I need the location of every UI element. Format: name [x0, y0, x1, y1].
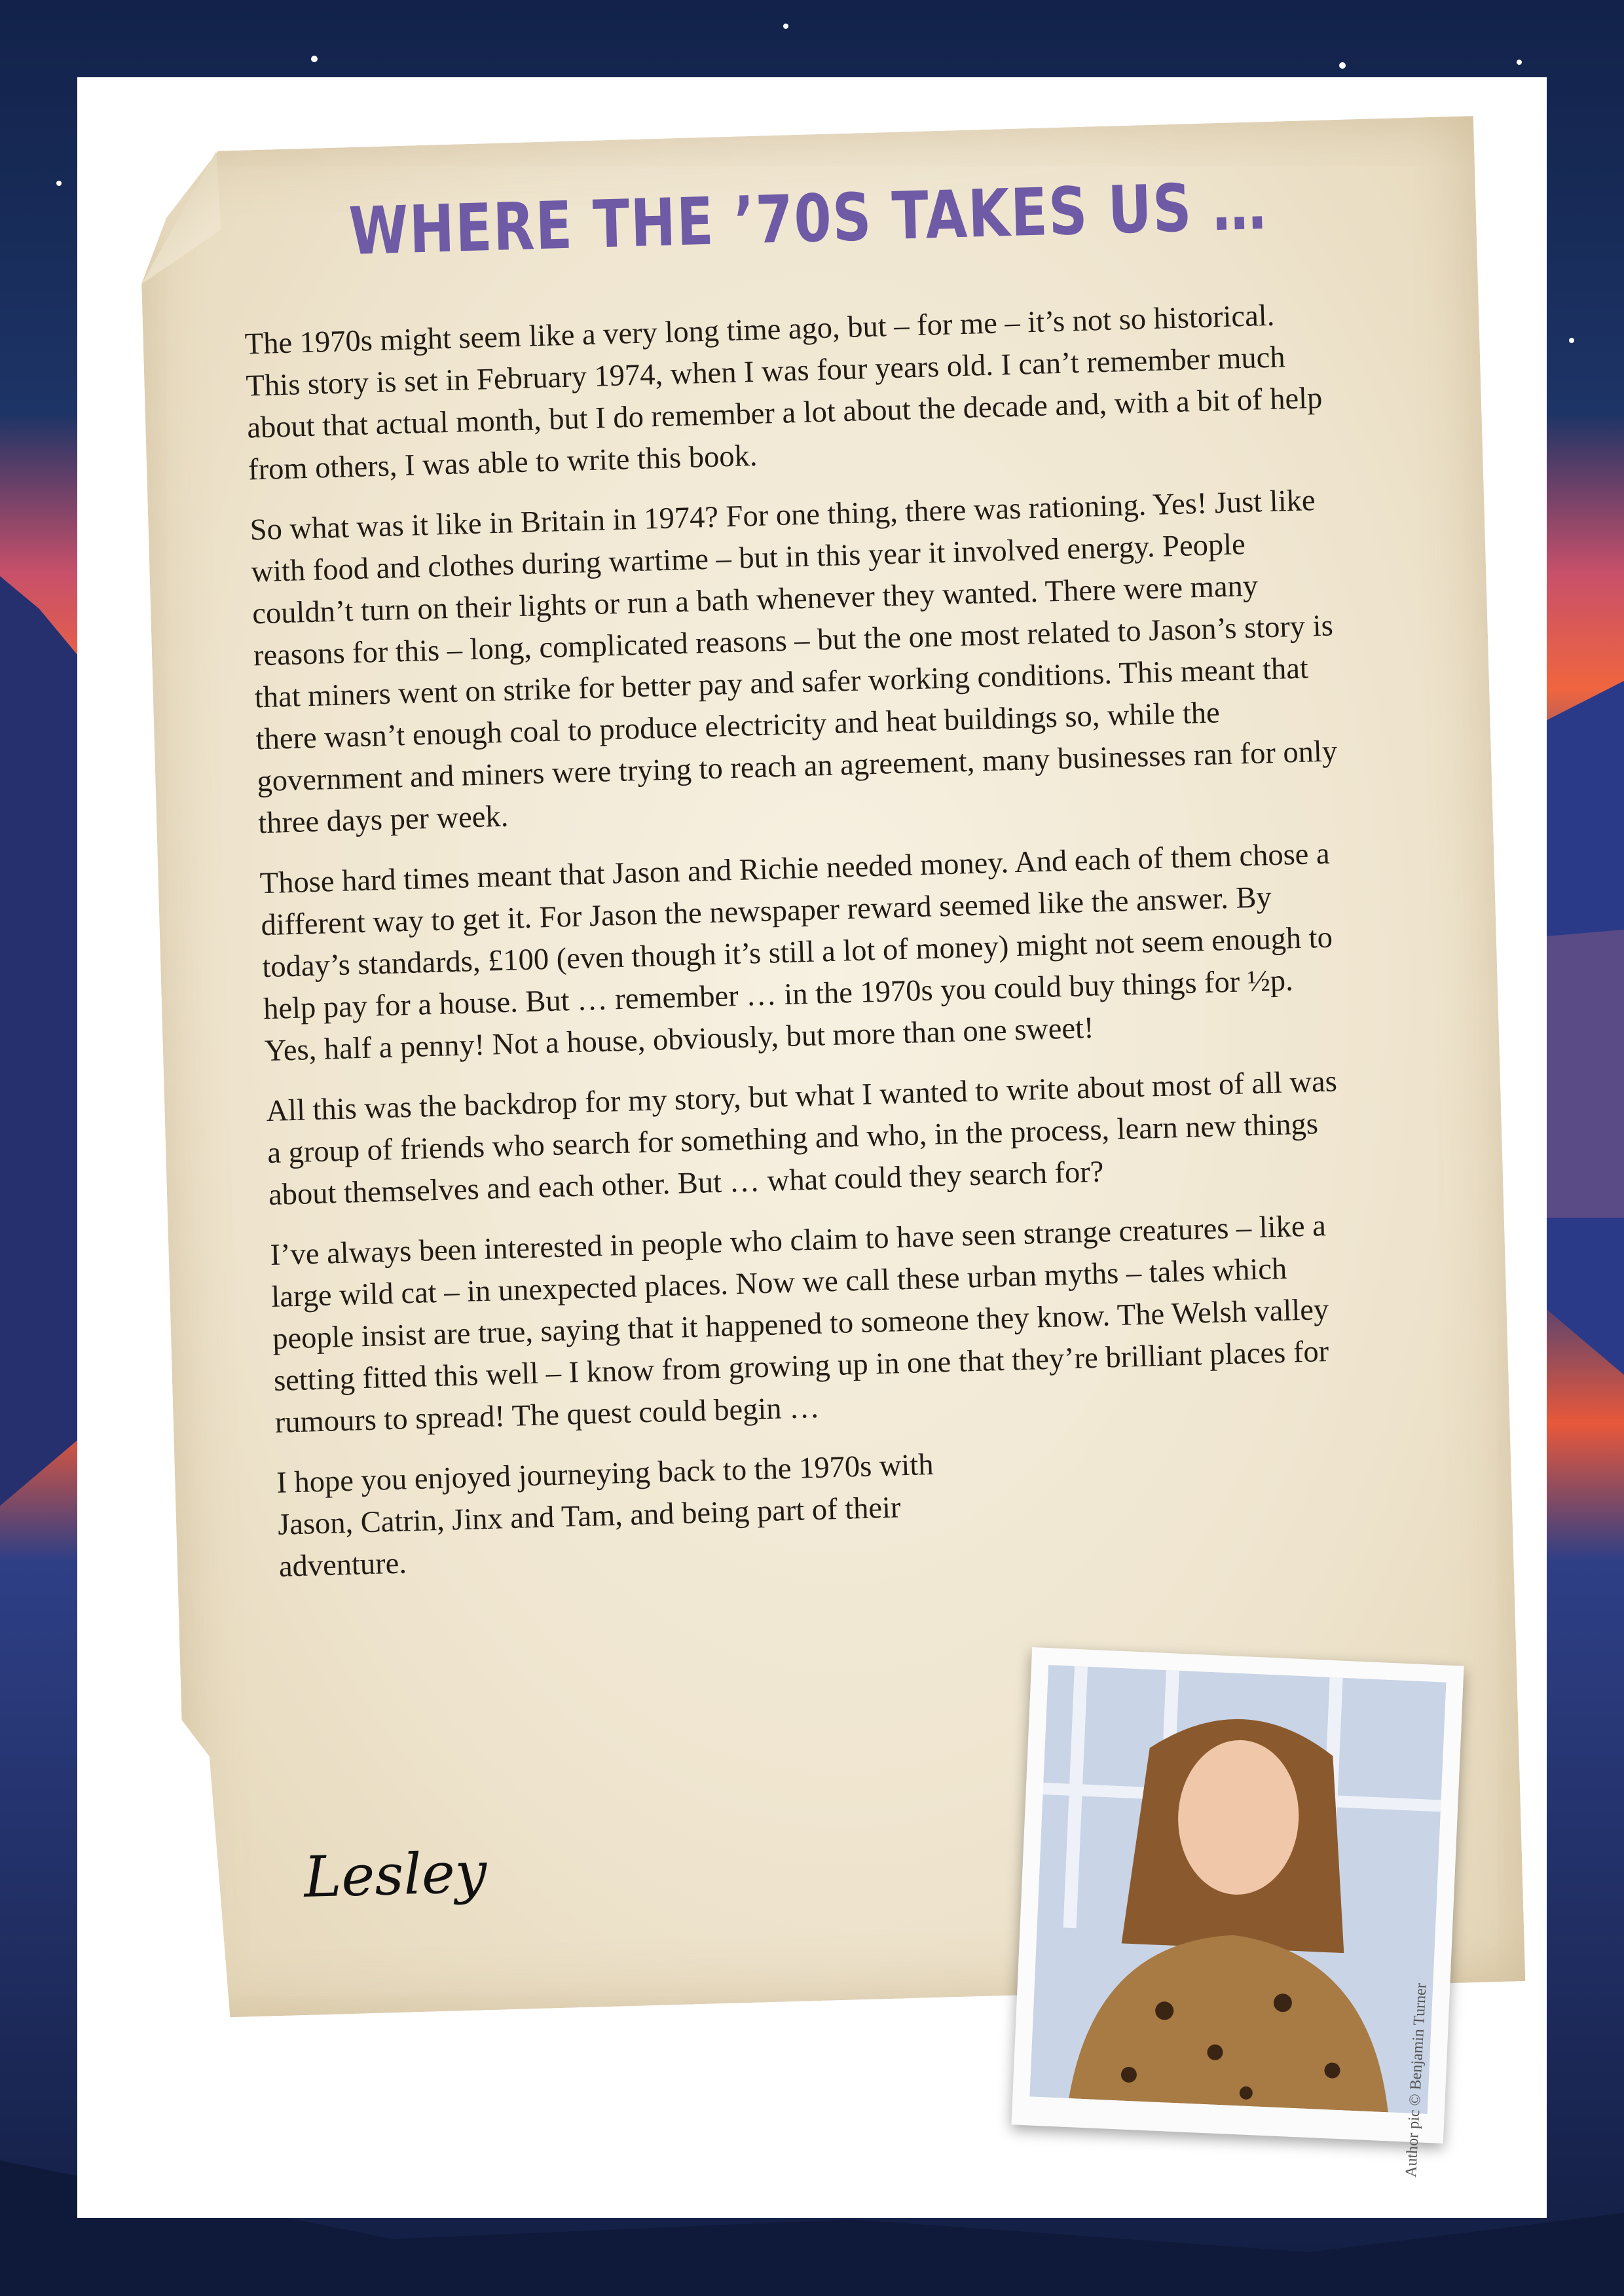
- paragraph-3: Those hard times meant that Jason and Richie needed money. And each of them chose a different way to get it. For Jason the newspaper reward seemed like the answer. By today’s standards, £100 (even though it’s still a lot of money) might not seem enough to help pay for a house. But … remember … in the 1970s you could buy things for ½p. Yes, half a penny! Not a house, obviously, but more than one sweet!: [259, 837, 1333, 1068]
- author-portrait: [1029, 1665, 1446, 2114]
- author-photo: [1011, 1647, 1464, 2143]
- paragraph-4: All this was the backdrop for my story, but what I wanted to write about most of all was a group of friends who search for something and who, in the process, learn new things about themselves and each other. But … what could they search for?: [265, 1065, 1338, 1212]
- signature: Lesley: [303, 1840, 488, 1910]
- letter-body: [244, 293, 1367, 1607]
- page-title: WHERE THE ’70S TAKES US …: [348, 167, 1268, 270]
- left-mountain: [0, 576, 77, 1506]
- right-houses: [1547, 930, 1624, 1218]
- paragraph-6: I hope you enjoyed journeying back to the 1970s with Jason, Catrin, Jinx and Tam, and being part of their adventure.: [276, 1448, 934, 1584]
- paragraph-2: So what was it like in Britain in 1974? For one thing, there was rationing. Yes! Just like with food and clothes during wartime – but in this year it involved energy. People couldn’t turn on their lights or run a bath whenever they wanted. There were many reasons for this – long, complicated reasons – but the one most related to Jason’s story is that miners went on strike for better pay and safer working conditions. This meant that there wasn’t enough coal to produce electricity and heat buildings so, while the government and miners were trying to reach an agreement, many businesses ran for only three days per week.: [249, 484, 1338, 841]
- paragraph-5: I’ve always been interested in people who claim to have seen strange creatures – like a large wild cat – in unexpected places. Now we call these urban myths – tales which people insist are true, saying that it happened to someone they know. The Welsh valley setting fitted this well – I know from growing up in one that they’re brilliant places for rumours to spread! The quest could begin …: [269, 1209, 1329, 1440]
- photo-credit: Author pic © Benjamin Turner: [1403, 1982, 1430, 2178]
- paragraph-1: The 1970s might seem like a very long time ago, but – for me – it’s not so historical. This story is set in February 1974, when I was four years old. I can’t remember much about that actual month, but I do remember a lot about the decade and, with a bit of help from others, I was able to write this book.: [244, 299, 1323, 487]
